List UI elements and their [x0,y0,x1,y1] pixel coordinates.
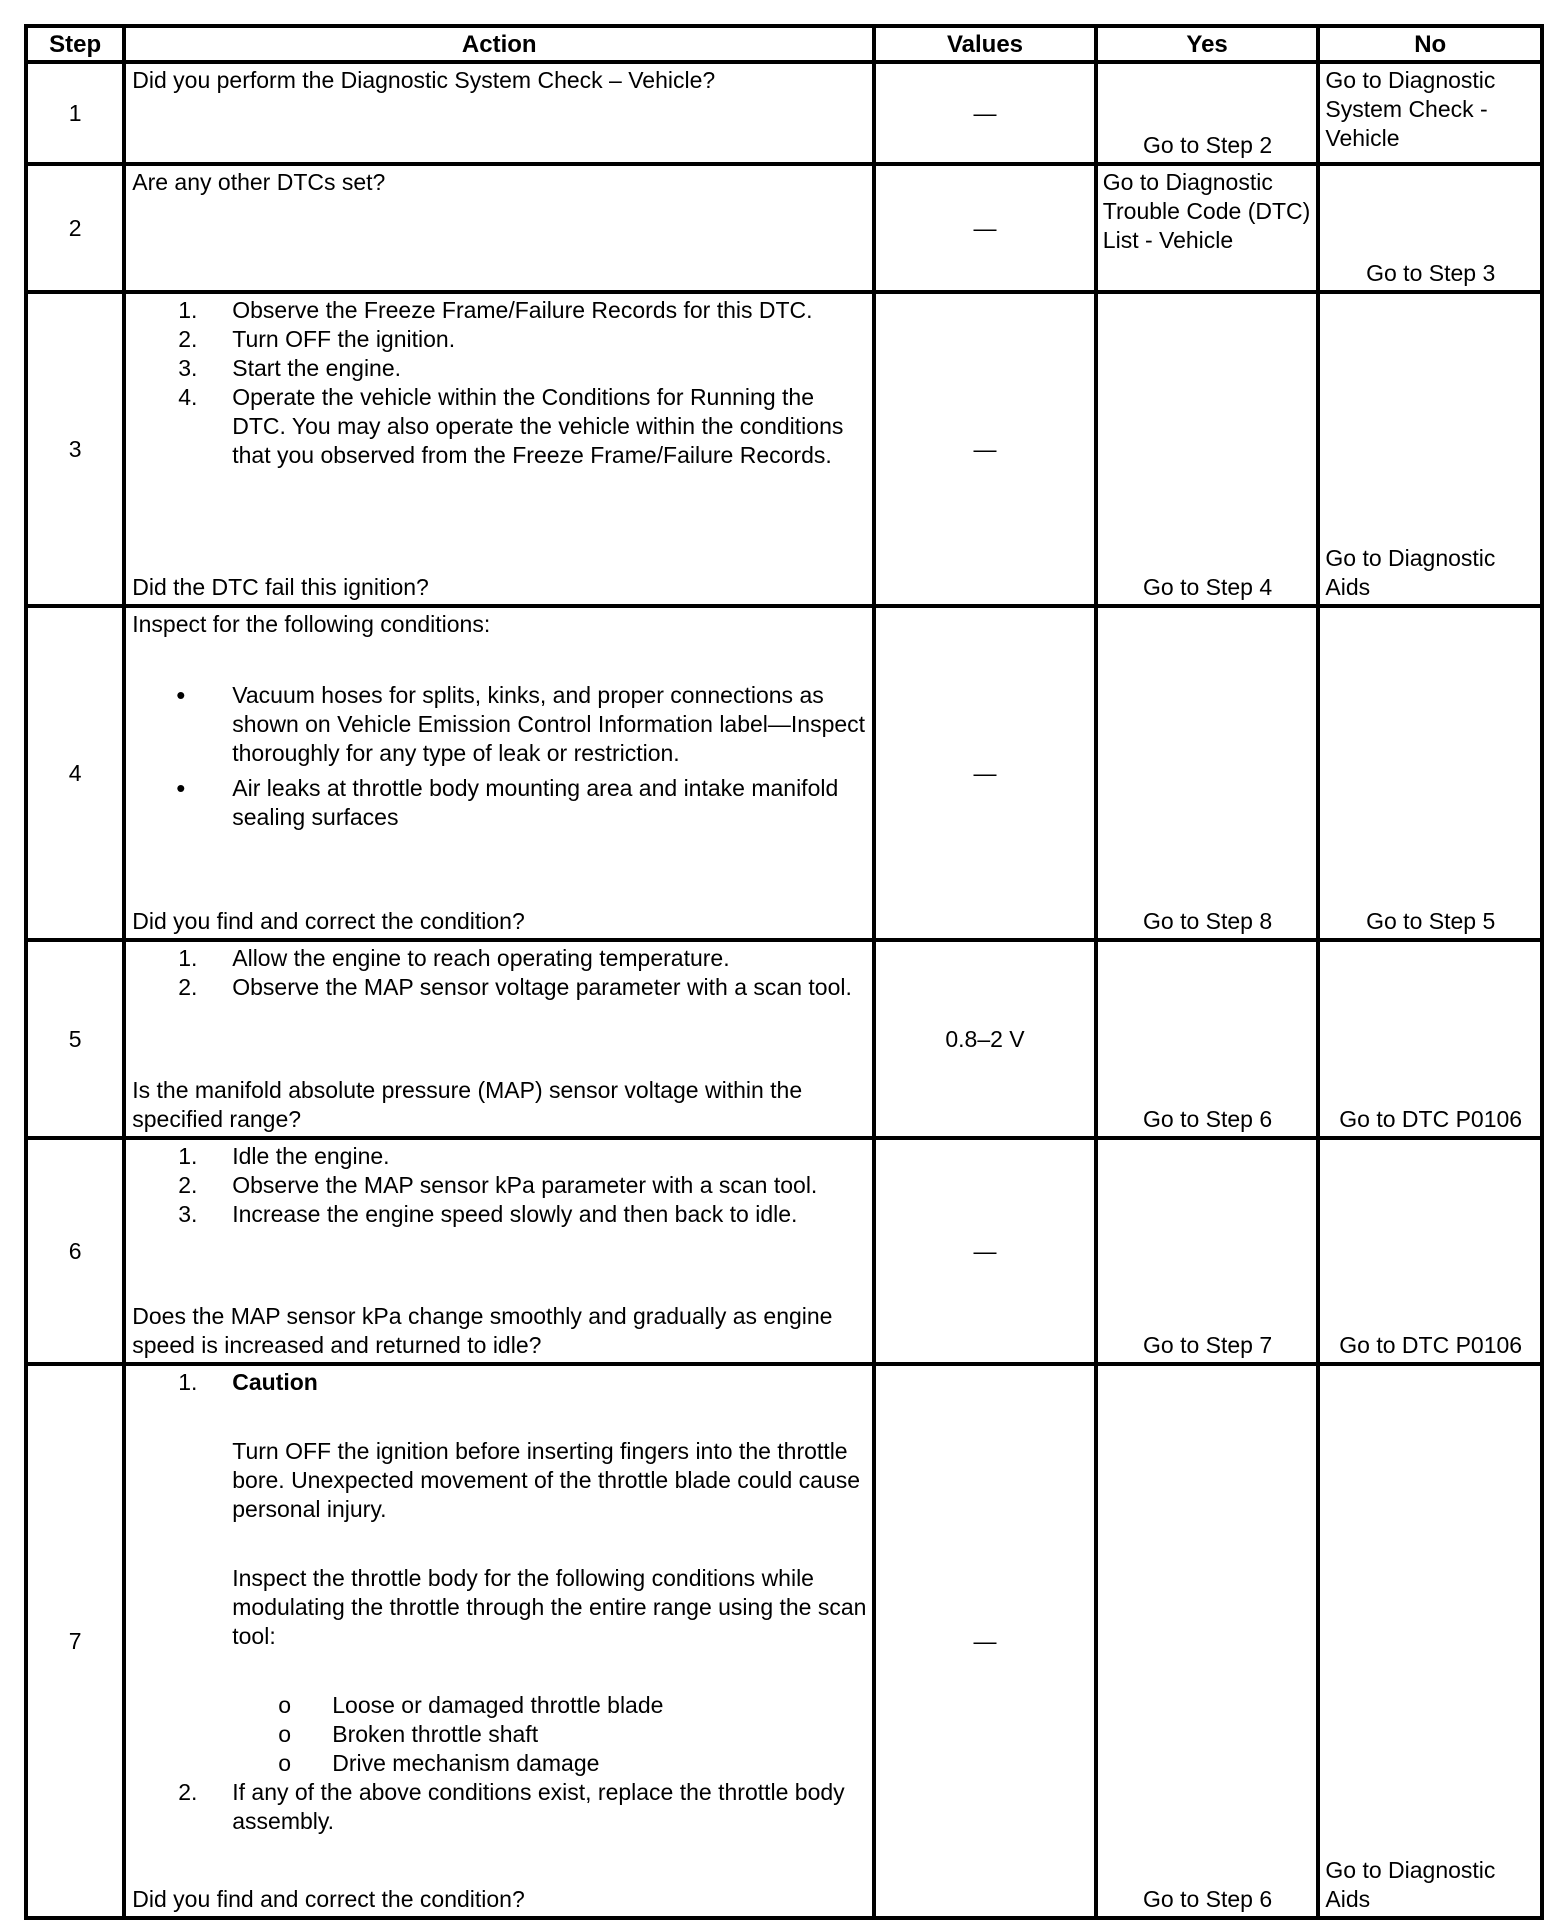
table-row [26,292,1542,606]
list-item: Increase the engine speed slowly and then back to idle. [232,1201,798,1227]
action-question: Did you perform the Diagnostic System Check – Vehicle? [132,67,716,93]
yes-cell: Go to Step 6 [1096,940,1319,1138]
action-intro: Inspect for the following conditions: [132,611,491,637]
no-cell: Go to DTC P0106 [1318,1138,1542,1364]
list-item: Start the engine. [232,355,402,381]
step-number: 3 [26,292,124,606]
value-cell: — [874,1364,1096,1918]
list-item: Operate the vehicle within the Conditions for Running the DTC. You may also operate the vehicle within the conditions that you observed from the Freeze Frame/Failure Records. [232,384,844,468]
list-item: • Vacuum hoses for splits, kinks, and proper connections as shown on Vehicle Emission Control Information label—Inspect thoroughly for any type of leak or restriction. [232,681,868,768]
action-question: Does the MAP sensor kPa change smoothly and gradually as engine speed is increased and returned to idle? [132,1303,833,1358]
yes-cell: Go to Diagnostic Trouble Code (DTC) List - Vehicle [1096,164,1319,292]
list-item: o Broken throttle shaft [332,1720,868,1749]
action-cell [124,292,874,606]
step-number: 4 [26,606,124,940]
header-values: Values [874,26,1096,62]
header-step: Step [26,26,124,62]
inspect-text: Inspect the throttle body for the following conditions while modulating the throttle through the entire range using the scan tool: [232,1565,867,1649]
step-number: 2 [26,164,124,292]
action-cell [124,164,874,292]
no-cell: Go to Diagnostic Aids [1318,292,1542,606]
step-number: 1 [26,62,124,164]
list-item: Turn OFF the ignition. [232,326,456,352]
action-cell [124,1138,874,1364]
table-row [26,606,1542,940]
caution-text: Turn OFF the ignition before inserting fingers into the throttle bore. Unexpected movement of the throttle blade could cause personal injury. [232,1438,861,1522]
list-item: Observe the Freeze Frame/Failure Records for this DTC. [232,297,813,323]
action-question: Are any other DTCs set? [132,169,386,195]
list-item: Observe the MAP sensor voltage parameter with a scan tool. [232,974,852,1000]
list-item: If any of the above conditions exist, replace the throttle body assembly. [232,1779,845,1834]
yes-cell: Go to Step 4 [1096,292,1319,606]
table-row [26,940,1542,1138]
action-question: Did you find and correct the condition? [132,908,525,934]
condition-list [232,1691,868,1778]
step-list [132,944,868,1002]
list-item: o Drive mechanism damage [332,1749,868,1778]
value-cell: — [874,1138,1096,1364]
list-item: o Loose or damaged throttle blade [332,1691,868,1720]
value-cell: — [874,62,1096,164]
action-cell [124,606,874,940]
yes-cell: Go to Step 6 [1096,1364,1319,1918]
action-question: Did you find and correct the condition? [132,1886,525,1912]
value-cell: — [874,606,1096,940]
table-row [26,164,1542,292]
no-cell: Go to DTC P0106 [1318,940,1542,1138]
list-item: • Air leaks at throttle body mounting area and intake manifold sealing surfaces [232,774,868,832]
action-cell [124,1364,874,1918]
value-cell: — [874,164,1096,292]
table-row [26,62,1542,164]
yes-cell: Go to Step 7 [1096,1138,1319,1364]
header-action: Action [124,26,874,62]
header-yes: Yes [1096,26,1319,62]
value-cell: — [874,292,1096,606]
yes-cell: Go to Step 8 [1096,606,1319,940]
diagnostic-table [24,24,1544,1920]
list-item: Idle the engine. [232,1143,390,1169]
action-cell [124,62,874,164]
step-list [132,1142,868,1229]
step-number: 6 [26,1138,124,1364]
step-list [132,296,868,470]
yes-cell: Go to Step 2 [1096,62,1319,164]
table-row [26,1364,1542,1918]
step-number: 7 [26,1364,124,1918]
header-no: No [1318,26,1542,62]
action-question: Is the manifold absolute pressure (MAP) sensor voltage within the specified range? [132,1077,803,1132]
action-cell [124,940,874,1138]
step-list [132,1368,868,1836]
table-row [26,1138,1542,1364]
step-number: 5 [26,940,124,1138]
no-cell: Go to Step 5 [1318,606,1542,940]
list-item: Allow the engine to reach operating temperature. [232,945,730,971]
no-cell: Go to Diagnostic Aids [1318,1364,1542,1918]
action-question: Did the DTC fail this ignition? [132,574,429,600]
condition-list [132,681,868,832]
list-item [232,1368,868,1778]
header-row [26,26,1542,62]
value-cell: 0.8–2 V [874,940,1096,1138]
list-item: Observe the MAP sensor kPa parameter with a scan tool. [232,1172,818,1198]
no-cell: Go to Step 3 [1318,164,1542,292]
no-cell: Go to Diagnostic System Check - Vehicle [1318,62,1542,164]
caution-title: Caution [232,1369,318,1395]
